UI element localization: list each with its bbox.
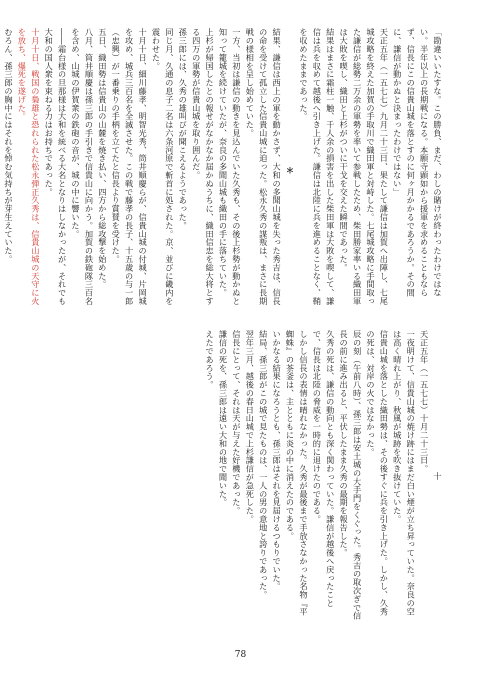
paragraph: 「勘違いいたすな。この勝負、まだ、わしの賭けが終わったわけではない。半年以上の長期戦になる。本願寺顕如から援軍を求めることもならず、信長にこの信貴山城を落とすのに何ヶ月かかるであろうか。その間に、謙信が動かぬと決まったわけではない」 [392,28,443,297]
paragraph: 一方、当初は謙信の動きを見込んでいた久秀も、その後上杉勢が動かぬと知って籠城を続けていたが、奈良の多聞山城も織田の手に落ちていた。 [218,28,242,306]
paragraph: 結局、孫三郎がこの城で見たものは、一人の男の意地と誇りであった。 [258,330,269,599]
paragraph: いかなる結果になろうとも、孫三郎はそれを見届けるつもりでいた。 [272,330,283,591]
paragraph: 結果はまさに霜柱一触、千人余の損害を出した柴田軍は大敗を喫して、謙信は兵を収めて越後へ引き上げた。謙信は北陸に兵を進めることなく、鞘を収めたままであった。 [298,28,336,306]
highlighted-paragraph: 十月十日、戦国の梟雄と恐れられた松永弾正久秀は、信貴山城の天守に火を放ち、爆死を遂げた。 [17,28,41,306]
paragraph: むろん、孫三郎の胸中にはそれを悼む気持ちが芽生えていた。 [4,28,14,264]
paragraph: 十月十日、細川藤孝、明智光秀、筒井順慶らが、信貴山城の付城、片岡城を攻め、城兵三百名を全滅させた。この戦で藤孝の長子、十五歳の与一郎（忠興）が一番乗りの手柄を立てたと信長より賞賛を受けた。 [111,28,149,306]
paragraph: 天正五年（一五七七）十月二十三日。 [419,330,430,473]
paragraph: えたであろう。 [205,330,216,389]
paragraph: 久秀の死は、謙信の動向とも深く関わっていた。謙信が越後へ戻ったことで、信長は北陸の脅威を一時的に退けたのである。 [312,330,336,608]
paragraph: 翌年三月、越後の春日山城で上杉謙信が急死した。 [245,330,256,524]
paragraph: 辰の刻（午前八時）、孫三郎は安土城の大手門をくぐった。秀吉の取次ぎで信長の前に進み出ると、平伏したまま久秀の最期を報告した。 [339,330,363,620]
paragraph: 謙信の死を、孫三郎は遠い大和の地で聞いた。 [218,330,229,507]
page-number: 78 [234,650,247,660]
paragraph: 五日、織田勢は信貴山の山麓を焼き払い、四方から総攻撃を始めた。 [97,28,108,289]
paragraph: しかし信長の表情は晴れなかった。久秀が最後まで手放さなかった名物『平蜘蛛』の茶釜は、主とともに炎の中に消えたのである。 [285,330,309,616]
section-mark: ＊ [285,165,296,175]
lower-text-block [38,330,444,622]
upper-text-block [4,28,444,312]
paragraph: 八月、筒井順慶は孫三郎の手引きで信貴山に向かう。加賀の鉄砲隊三百名を含め、山城の伊賀衆の鉄砲の音が、城の中に響いた。 [71,28,95,306]
paragraph: 一夜明けて、信貴山城の焼け跡にはまだ白い煙が立ち昇っていた。奈良の空は高く晴れ上がり、秋風が城跡を吹き抜けていた。 [392,330,417,616]
paragraph: 孫三郎には、久秀の雄叫びが聞こえるようであった。 [178,28,189,230]
paragraph: 天正五年（一五七七）九月二十三日、果たして謙信は加賀へ出陣し、七尾城攻略を終えた加賀の手取川で織田軍と対峙した。七尾城攻略に手間取った謙信が総勢二万余の軍勢を率いて参戦したため、柴田勝家率いる織田軍は大敗を喫し、織田と上杉がついに干戈を交えた瞬間であった。 [339,28,390,306]
paragraph: 結果、謙信は西上の軍を動かさず、大和の多聞山城を失った秀吉は、信長の命を受けて孤立した信貴山城に迫った。松永久秀の謀叛は、まさに長期戦の様相を呈し始めていた。 [245,28,283,306]
section-number: 十 [433,471,443,481]
paragraph: 上杉が帰国したとの報せがなかなか届かぬうちに、織田信忠を総大将とする四万の軍勢が信貴山城を取り囲んだ。 [191,28,216,306]
paragraph: 信長にとって、それは天が与えた好機であった。 [231,330,242,515]
paragraph: 信貴山城を落とした織田勢は、その後すぐに兵を引き上げた。しかし、久秀の死は、対岸の火ではなかった。 [365,330,390,616]
paragraph: 同じ月、久通の息子二名は六条河原で斬首に処された。京、並びに畿内を震わせた。 [151,28,175,306]
paragraph: ――霜台様の旦那様は大和を統べる大名となりはしなかったが、それでも大和の国人衆を束ねる力はお持ちであった。 [44,28,68,306]
